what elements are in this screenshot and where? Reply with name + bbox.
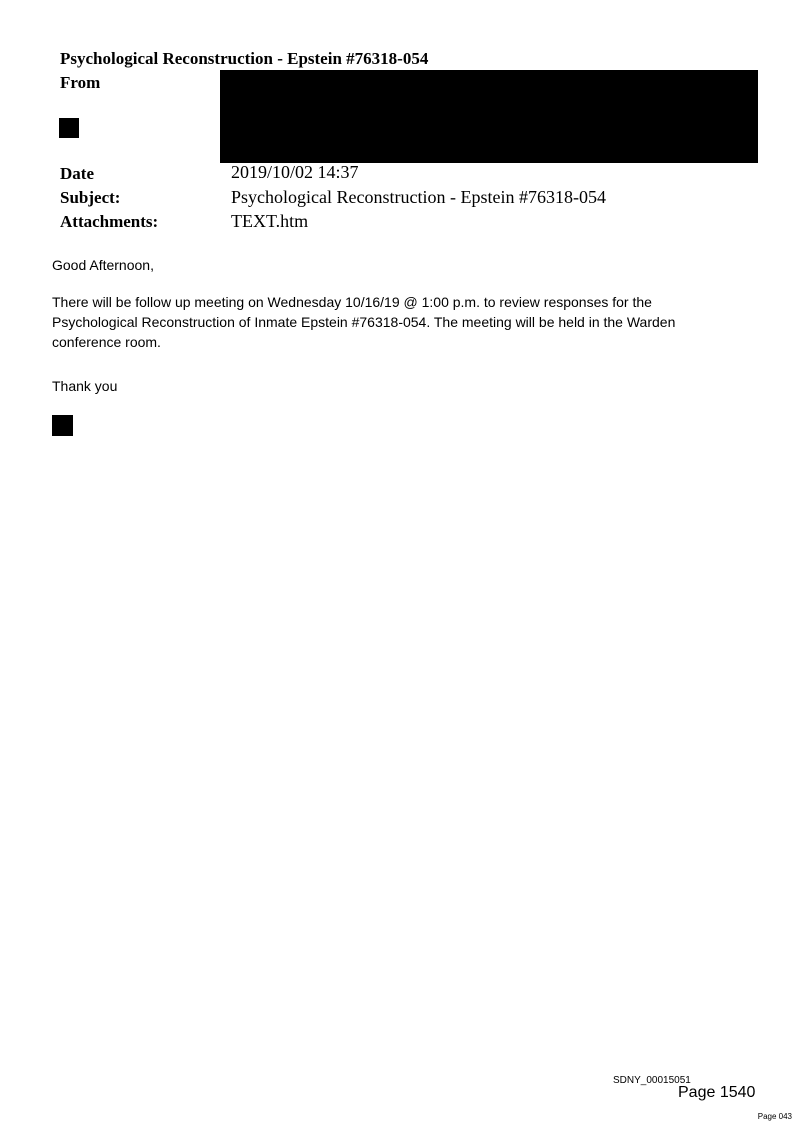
body-paragraph-line: conference room. bbox=[52, 334, 161, 350]
redaction-box-sender bbox=[220, 70, 758, 163]
greeting-text: Good Afternoon, bbox=[52, 257, 154, 273]
body-paragraph-line: Psychological Reconstruction of Inmate Epstein #76318-054. The meeting will be held in the Warden bbox=[52, 314, 676, 330]
date-value: 2019/10/02 14:37 bbox=[231, 162, 359, 182]
document-title: Psychological Reconstruction - Epstein #76318-054 bbox=[60, 49, 429, 68]
page-number: Page 1540 bbox=[678, 1084, 756, 1101]
subject-label: Subject: bbox=[60, 188, 121, 207]
redaction-box-small bbox=[59, 118, 79, 138]
from-label: From bbox=[60, 73, 101, 92]
subject-value: Psychological Reconstruction - Epstein #76318-054 bbox=[231, 187, 606, 207]
attachments-label: Attachments: bbox=[60, 212, 159, 231]
bates-number: SDNY_00015051 bbox=[613, 1075, 691, 1086]
date-label: Date bbox=[60, 164, 94, 183]
attachments-value: TEXT.htm bbox=[231, 211, 309, 231]
closing-text: Thank you bbox=[52, 378, 118, 394]
body-paragraph-line: There will be follow up meeting on Wednesday 10/16/19 @ 1:00 p.m. to review responses for the bbox=[52, 294, 652, 310]
redaction-box-signature bbox=[52, 415, 73, 436]
small-page-number: Page 043 bbox=[757, 1112, 792, 1121]
